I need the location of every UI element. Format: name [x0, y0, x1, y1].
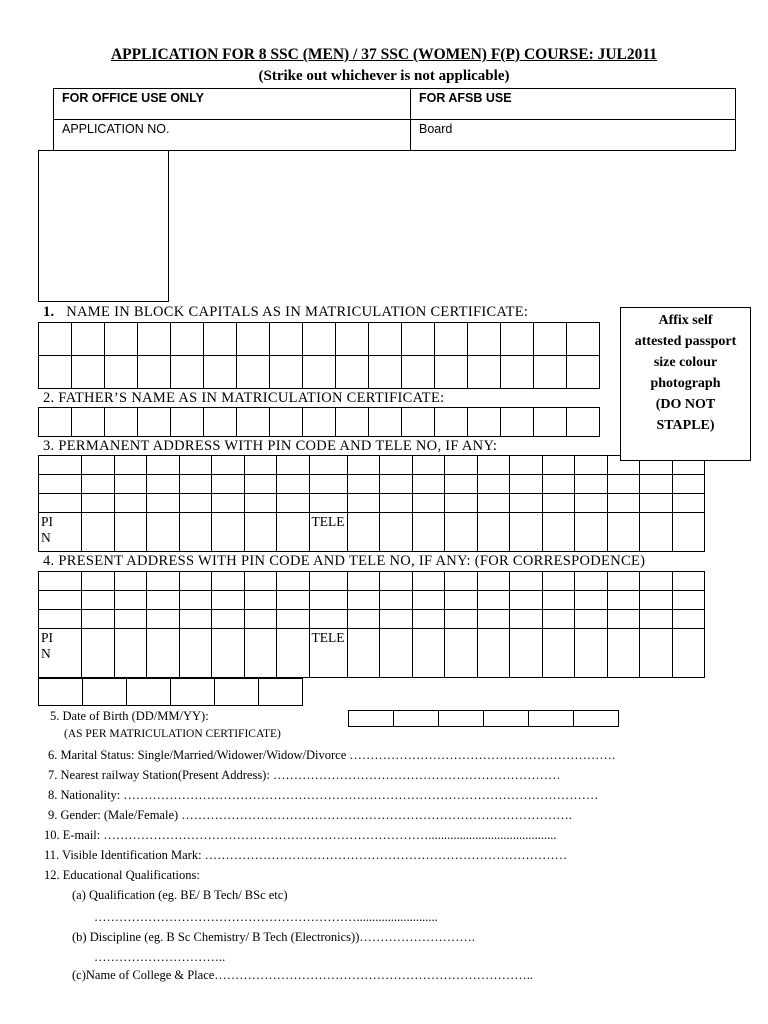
grid-cell[interactable] [542, 572, 575, 591]
grid-cell[interactable] [575, 475, 608, 494]
grid-cell[interactable] [83, 679, 127, 706]
grid-cell[interactable] [171, 323, 204, 356]
grid-cell[interactable] [114, 610, 147, 629]
grid-cell[interactable] [380, 629, 413, 678]
grid-cell[interactable] [672, 475, 705, 494]
photo-instruction-box [620, 307, 751, 461]
grid-cell[interactable] [114, 494, 147, 513]
grid-cell[interactable] [204, 408, 237, 437]
grid-cell[interactable] [575, 591, 608, 610]
grid-row [39, 475, 705, 494]
gender-field[interactable]: 9. Gender: (Male/Female) …………………………………………………………………………………. [48, 808, 572, 822]
grid-cell[interactable] [510, 629, 543, 678]
grid-cell[interactable] [435, 323, 468, 356]
grid-cell[interactable] [380, 456, 413, 475]
father-name-grid[interactable] [38, 407, 600, 437]
grid-cell[interactable] [534, 356, 567, 389]
application-no-field[interactable]: APPLICATION NO. [54, 120, 411, 151]
grid-row [39, 408, 600, 437]
grid-cell[interactable] [244, 456, 277, 475]
grid-cell[interactable] [114, 629, 147, 678]
grid-cell[interactable] [105, 323, 138, 356]
qualification-field[interactable]: ……………………………………………………….......................... [94, 910, 438, 924]
identification-mark-field[interactable]: 11. Visible Identification Mark: …………………………………………………………………………… [44, 848, 568, 862]
grid-cell[interactable] [510, 475, 543, 494]
grid-cell[interactable] [672, 591, 705, 610]
grid-cell[interactable] [575, 494, 608, 513]
grid-cell[interactable] [309, 494, 347, 513]
board-field[interactable]: Board [411, 120, 736, 151]
grid-cell[interactable] [347, 629, 380, 678]
grid-cell[interactable] [534, 408, 567, 437]
grid-row [39, 629, 705, 678]
grid-cell[interactable] [237, 408, 270, 437]
grid-cell[interactable] [147, 610, 180, 629]
grid-cell[interactable] [138, 408, 171, 437]
grid-cell[interactable] [640, 591, 673, 610]
form-title: APPLICATION FOR 8 SSC (MEN) / 37 SSC (WOMEN) F(P) COURSE: JUL2011 [110, 46, 658, 63]
grid-cell-label: TELE [311, 630, 345, 645]
grid-cell[interactable] [477, 456, 510, 475]
grid-cell[interactable] [477, 610, 510, 629]
grid-cell[interactable] [412, 494, 445, 513]
grid-cell[interactable] [244, 475, 277, 494]
grid-cell[interactable] [445, 494, 478, 513]
grid-cell[interactable] [380, 475, 413, 494]
grid-cell[interactable] [501, 356, 534, 389]
grid-cell[interactable] [672, 494, 705, 513]
grid-cell[interactable] [510, 591, 543, 610]
grid-cell[interactable] [277, 629, 310, 678]
grid-cell[interactable] [468, 356, 501, 389]
grid-row [39, 494, 705, 513]
grid-cell[interactable] [212, 591, 245, 610]
photo-note-line: size colour [653, 355, 718, 370]
grid-cell[interactable] [369, 408, 402, 437]
grid-cell[interactable] [114, 475, 147, 494]
grid-cell[interactable] [114, 572, 147, 591]
grid-cell[interactable] [303, 323, 336, 356]
grid-cell[interactable] [147, 456, 180, 475]
grid-cell[interactable] [347, 513, 380, 552]
grid-cell[interactable] [607, 572, 640, 591]
grid-cell[interactable] [607, 513, 640, 552]
grid-cell[interactable] [138, 323, 171, 356]
grid-cell[interactable] [477, 475, 510, 494]
grid-cell[interactable] [303, 408, 336, 437]
grid-cell[interactable] [542, 591, 575, 610]
grid-cell[interactable] [567, 356, 600, 389]
grid-cell[interactable] [82, 610, 115, 629]
grid-cell[interactable] [402, 408, 435, 437]
grid-cell[interactable] [435, 408, 468, 437]
grid-cell[interactable] [270, 323, 303, 356]
grid-cell[interactable] [179, 629, 212, 678]
grid-cell[interactable] [39, 679, 83, 706]
grid-cell[interactable] [347, 572, 380, 591]
grid-cell[interactable] [212, 610, 245, 629]
grid-cell[interactable] [380, 610, 413, 629]
discipline-field-continued[interactable]: ………………………….. [94, 950, 226, 964]
grid-cell[interactable] [114, 513, 147, 552]
grid-cell[interactable] [510, 610, 543, 629]
photo-note-line: STAPLE) [656, 418, 715, 433]
grid-cell[interactable] [212, 629, 245, 678]
grid-cell[interactable] [127, 679, 171, 706]
grid-cell[interactable] [477, 629, 510, 678]
grid-cell[interactable] [347, 475, 380, 494]
grid-cell[interactable] [237, 356, 270, 389]
grid-cell[interactable] [244, 610, 277, 629]
grid-cell[interactable] [468, 408, 501, 437]
grid-cell[interactable] [105, 356, 138, 389]
grid-cell[interactable] [147, 513, 180, 552]
grid-cell[interactable] [510, 513, 543, 552]
grid-cell[interactable] [39, 572, 82, 591]
grid-cell[interactable] [244, 591, 277, 610]
grid-cell[interactable] [501, 323, 534, 356]
grid-cell[interactable] [567, 408, 600, 437]
grid-cell[interactable] [82, 572, 115, 591]
grid-cell[interactable] [412, 591, 445, 610]
grid-cell[interactable] [259, 679, 303, 706]
grid-cell[interactable] [277, 591, 310, 610]
grid-cell[interactable] [347, 494, 380, 513]
grid-cell[interactable] [270, 356, 303, 389]
grid-cell[interactable] [179, 572, 212, 591]
grid-cell[interactable] [215, 679, 259, 706]
grid-cell[interactable] [347, 610, 380, 629]
grid-cell[interactable] [39, 408, 72, 437]
grid-cell[interactable] [336, 323, 369, 356]
grid-cell[interactable] [412, 456, 445, 475]
grid-cell[interactable] [277, 610, 310, 629]
grid-cell[interactable] [82, 513, 115, 552]
grid-row [39, 456, 705, 475]
qualification-label: (a) Qualification (eg. BE/ B Tech/ BSc etc) [72, 888, 288, 902]
grid-cell[interactable] [510, 456, 543, 475]
grid-cell[interactable] [138, 356, 171, 389]
grid-cell[interactable] [402, 356, 435, 389]
grid-cell[interactable] [672, 629, 705, 678]
email-field[interactable]: 10. E-mail: ……………………………………………………………………......................................... [44, 828, 557, 842]
grid-cell[interactable] [542, 456, 575, 475]
grid-cell[interactable] [39, 513, 82, 552]
grid-cell[interactable] [39, 356, 72, 389]
grid-cell-label: N [41, 646, 51, 661]
grid-cell[interactable] [672, 610, 705, 629]
grid-cell[interactable] [640, 629, 673, 678]
grid-cell[interactable] [212, 572, 245, 591]
section-1-text: NAME IN BLOCK CAPITALS AS IN MATRICULATION CERTIFICATE: [66, 304, 529, 320]
grid-cell[interactable] [510, 494, 543, 513]
grid-cell[interactable] [277, 475, 310, 494]
grid-cell-label: PI [41, 630, 54, 645]
permanent-address-grid[interactable] [38, 455, 705, 552]
grid-cell[interactable] [412, 629, 445, 678]
grid-cell-label: PI [41, 514, 54, 529]
grid-cell[interactable] [309, 475, 347, 494]
grid-cell[interactable] [309, 572, 347, 591]
grid-cell[interactable] [435, 356, 468, 389]
grid-cell[interactable] [270, 408, 303, 437]
grid-cell[interactable] [309, 610, 347, 629]
grid-cell[interactable] [542, 610, 575, 629]
photo-note-line: attested passport [634, 334, 737, 349]
grid-cell-label: N [41, 530, 51, 545]
grid-cell[interactable] [244, 629, 277, 678]
grid-cell[interactable] [212, 456, 245, 475]
grid-cell[interactable] [412, 475, 445, 494]
grid-cell[interactable] [510, 572, 543, 591]
grid-cell[interactable] [277, 494, 310, 513]
grid-cell[interactable] [477, 494, 510, 513]
grid-cell[interactable] [39, 323, 72, 356]
grid-cell[interactable] [82, 456, 115, 475]
grid-cell[interactable] [575, 456, 608, 475]
office-use-label: FOR OFFICE USE ONLY [54, 89, 411, 120]
grid-row [39, 572, 705, 591]
grid-cell[interactable] [445, 572, 478, 591]
grid-cell[interactable] [347, 456, 380, 475]
grid-cell[interactable] [542, 513, 575, 552]
grid-cell[interactable] [171, 408, 204, 437]
grid-cell[interactable] [179, 475, 212, 494]
grid-cell[interactable] [380, 572, 413, 591]
section-1-label [43, 304, 528, 321]
grid-cell[interactable] [672, 572, 705, 591]
grid-cell[interactable] [212, 513, 245, 552]
photo-note-line: photograph [650, 376, 721, 391]
grid-cell[interactable] [640, 513, 673, 552]
grid-cell[interactable] [212, 475, 245, 494]
photo-box[interactable] [38, 150, 169, 302]
grid-cell[interactable] [72, 356, 105, 389]
grid-cell[interactable] [277, 513, 310, 552]
grid-cell[interactable] [640, 475, 673, 494]
section-2-label: 2. FATHER’S NAME AS IN MATRICULATION CERTIFICATE: [43, 390, 445, 406]
grid-row [39, 679, 303, 706]
grid-cell[interactable] [39, 456, 82, 475]
grid-cell[interactable] [369, 356, 402, 389]
grid-cell[interactable] [501, 408, 534, 437]
grid-cell[interactable] [39, 629, 82, 678]
section-4-label: 4. PRESENT ADDRESS WITH PIN CODE AND TELE NO, IF ANY: (FOR CORRESPODENCE) [43, 553, 646, 569]
grid-cell[interactable] [147, 572, 180, 591]
grid-cell[interactable] [607, 591, 640, 610]
grid-cell[interactable] [445, 456, 478, 475]
grid-cell[interactable] [380, 591, 413, 610]
grid-cell[interactable] [39, 475, 82, 494]
grid-cell[interactable] [147, 494, 180, 513]
afsb-use-label: FOR AFSB USE [411, 89, 736, 120]
grid-cell[interactable] [82, 494, 115, 513]
name-grid[interactable] [38, 322, 600, 389]
photo-note-line: (DO NOT [655, 397, 716, 412]
photo-note-line: Affix self [658, 313, 713, 328]
grid-cell[interactable] [445, 629, 478, 678]
grid-cell[interactable] [477, 513, 510, 552]
grid-cell[interactable] [179, 513, 212, 552]
grid-cell[interactable] [277, 456, 310, 475]
grid-cell[interactable] [412, 610, 445, 629]
extra-boxes-grid[interactable] [38, 678, 303, 706]
grid-cell[interactable] [309, 629, 347, 678]
grid-cell[interactable] [468, 323, 501, 356]
grid-cell[interactable] [171, 356, 204, 389]
grid-cell[interactable] [640, 494, 673, 513]
nationality-field[interactable]: 8. Nationality: …………………………………………………………………………………………………… [48, 788, 599, 802]
grid-cell[interactable] [445, 610, 478, 629]
grid-cell[interactable] [147, 475, 180, 494]
grid-cell[interactable] [607, 629, 640, 678]
form-subtitle: (Strike out whichever is not applicable) [258, 68, 510, 84]
grid-cell[interactable] [309, 456, 347, 475]
grid-cell[interactable] [277, 572, 310, 591]
grid-cell[interactable] [380, 513, 413, 552]
grid-cell[interactable] [237, 323, 270, 356]
grid-cell[interactable] [402, 323, 435, 356]
grid-cell[interactable] [542, 494, 575, 513]
grid-cell[interactable] [534, 323, 567, 356]
grid-cell[interactable] [369, 323, 402, 356]
grid-cell[interactable] [309, 591, 347, 610]
grid-cell[interactable] [244, 572, 277, 591]
grid-cell[interactable] [39, 494, 82, 513]
grid-cell[interactable] [303, 356, 336, 389]
grid-cell[interactable] [82, 629, 115, 678]
grid-cell[interactable] [347, 591, 380, 610]
grid-cell[interactable] [114, 456, 147, 475]
grid-cell[interactable] [607, 610, 640, 629]
section-1-number: 1. [43, 304, 55, 320]
grid-cell[interactable] [336, 356, 369, 389]
grid-cell[interactable] [542, 475, 575, 494]
grid-cell[interactable] [147, 629, 180, 678]
grid-cell[interactable] [640, 610, 673, 629]
grid-cell[interactable] [412, 572, 445, 591]
grid-cell[interactable] [82, 591, 115, 610]
grid-cell[interactable] [179, 494, 212, 513]
grid-cell[interactable] [445, 591, 478, 610]
grid-cell[interactable] [575, 513, 608, 552]
grid-cell[interactable] [204, 356, 237, 389]
college-name-field[interactable]: (c)Name of College & Place………………………………………………………………….. [72, 968, 534, 982]
grid-cell[interactable] [542, 629, 575, 678]
grid-row [39, 610, 705, 629]
grid-cell[interactable] [179, 610, 212, 629]
grid-row [39, 356, 600, 389]
grid-cell[interactable] [179, 591, 212, 610]
dob-label: 5. Date of Birth (DD/MM/YY): [50, 709, 209, 723]
grid-cell[interactable] [575, 629, 608, 678]
dob-note: (AS PER MATRICULATION CERTIFICATE) [64, 728, 281, 740]
grid-cell[interactable] [204, 323, 237, 356]
grid-cell[interactable] [640, 572, 673, 591]
grid-cell[interactable] [244, 494, 277, 513]
grid-cell[interactable] [171, 679, 215, 706]
grid-cell[interactable] [336, 408, 369, 437]
grid-cell[interactable] [39, 610, 82, 629]
grid-cell[interactable] [72, 323, 105, 356]
grid-cell[interactable] [575, 610, 608, 629]
marital-status-field[interactable]: 6. Marital Status: Single/Married/Widower/Widow/Divorce ………………………………………………………. [48, 748, 615, 762]
grid-cell[interactable] [309, 513, 347, 552]
grid-cell[interactable] [105, 408, 138, 437]
discipline-field[interactable]: (b) Discipline (eg. B Sc Chemistry/ B Tech (Electronics))………………………. [72, 930, 475, 944]
grid-cell[interactable] [575, 572, 608, 591]
grid-cell[interactable] [477, 591, 510, 610]
grid-cell-label: TELE [311, 514, 345, 529]
office-use-table [53, 88, 736, 151]
railway-station-field[interactable]: 7. Nearest railway Station(Present Address): …………………………………………………………… [48, 768, 561, 782]
grid-cell[interactable] [607, 475, 640, 494]
grid-cell[interactable] [477, 572, 510, 591]
grid-cell[interactable] [82, 475, 115, 494]
present-address-grid[interactable] [38, 571, 705, 678]
grid-cell[interactable] [147, 591, 180, 610]
grid-cell[interactable] [72, 408, 105, 437]
grid-row [39, 513, 705, 552]
grid-cell[interactable] [445, 475, 478, 494]
section-3-label: 3. PERMANENT ADDRESS WITH PIN CODE AND TELE NO, IF ANY: [43, 438, 498, 454]
grid-row [39, 591, 705, 610]
dob-boxes[interactable] [348, 710, 619, 727]
grid-cell[interactable] [445, 513, 478, 552]
grid-cell[interactable] [412, 513, 445, 552]
grid-cell[interactable] [607, 494, 640, 513]
grid-cell[interactable] [380, 494, 413, 513]
grid-cell[interactable] [179, 456, 212, 475]
grid-row [39, 323, 600, 356]
grid-cell[interactable] [244, 513, 277, 552]
grid-cell[interactable] [212, 494, 245, 513]
grid-cell[interactable] [672, 513, 705, 552]
grid-cell[interactable] [114, 591, 147, 610]
educational-qualifications-label: 12. Educational Qualifications: [44, 868, 200, 882]
grid-cell[interactable] [39, 591, 82, 610]
grid-cell[interactable] [567, 323, 600, 356]
